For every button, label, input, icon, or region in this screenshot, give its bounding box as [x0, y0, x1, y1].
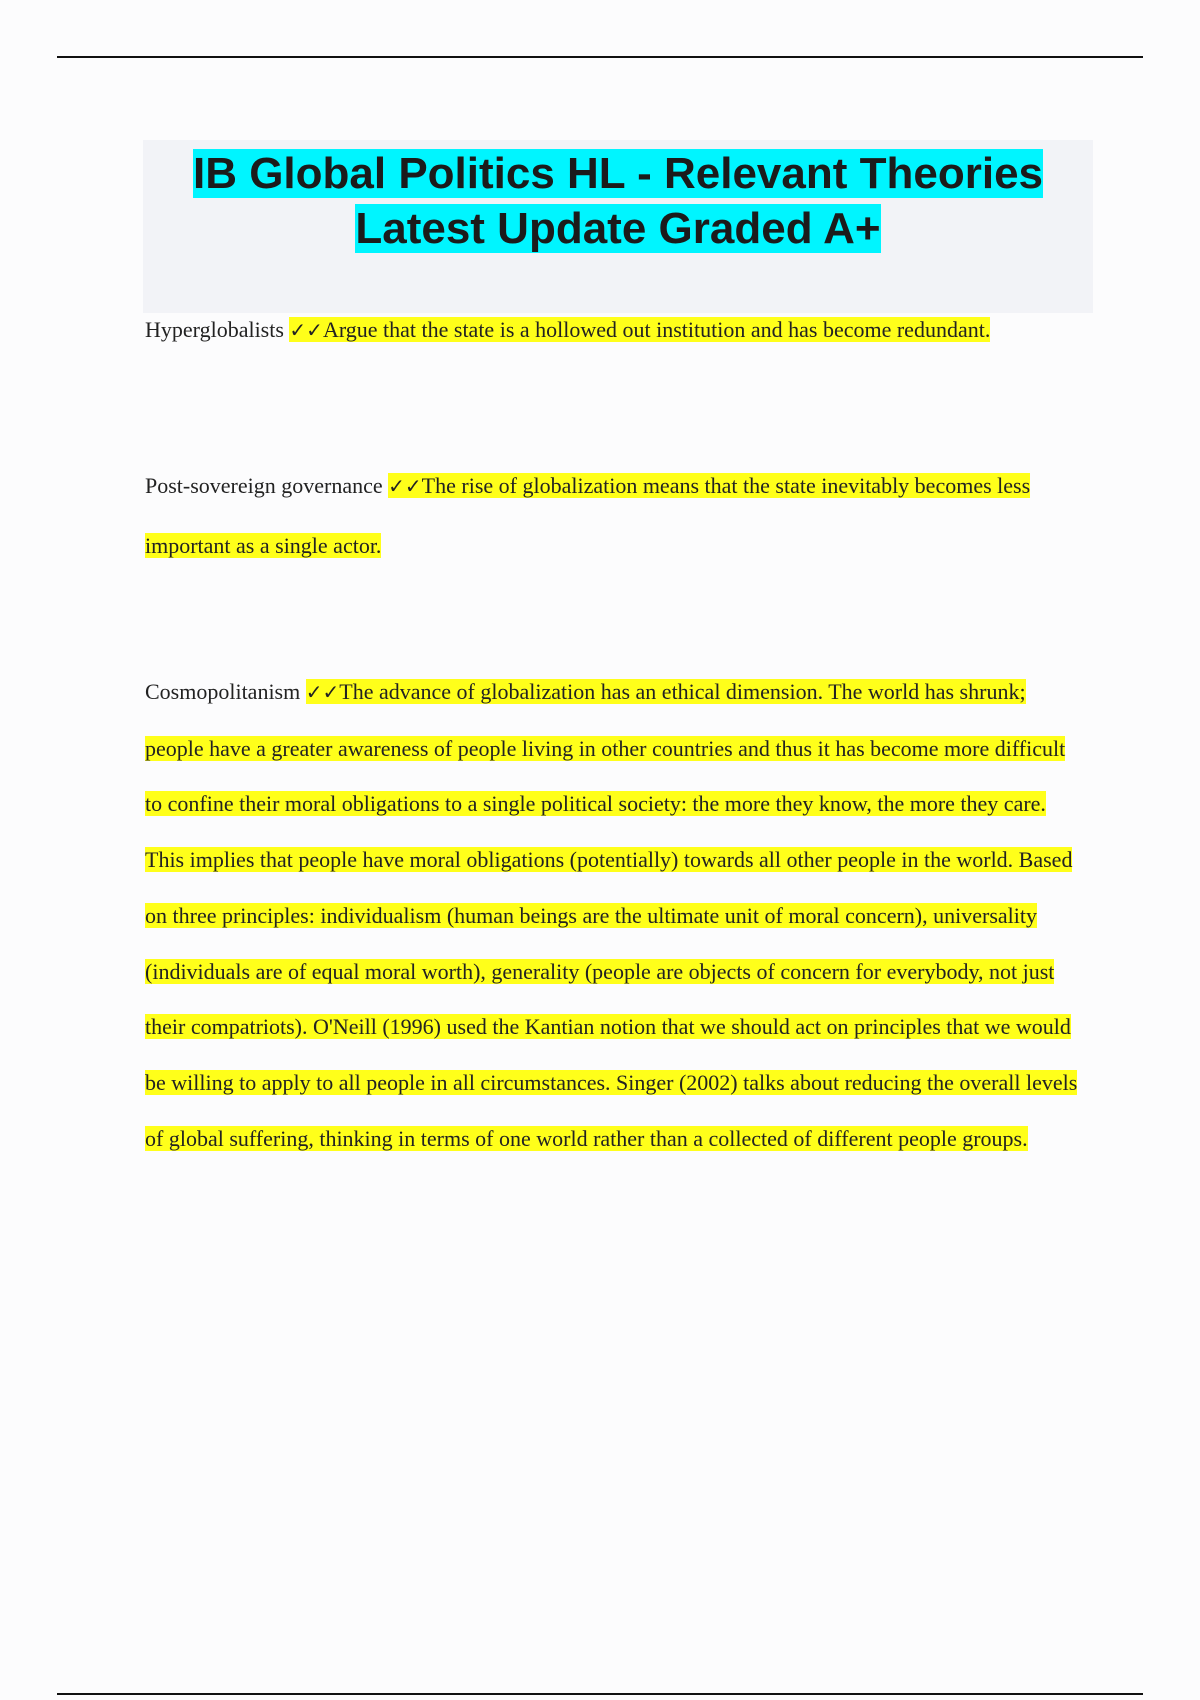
double-check-icon: ✓✓ [388, 474, 422, 498]
title-line-2: Latest Update Graded A+ [355, 204, 881, 253]
title-block [143, 140, 1093, 313]
double-check-icon: ✓✓ [305, 680, 340, 704]
entry-post-sovereign-governance [145, 456, 1085, 576]
header-rule [57, 56, 1143, 58]
entry-cosmopolitanism [145, 664, 1085, 1166]
entry-definition: The advance of globalization has an ethical dimension. The world has shrunk; people have a greater awareness of people living in other countries and thus it has become more difficult to confine their moral obligations to a single political society: the more they know, the more they care. This implies that people have moral obligations (potentially) towards all other people in the world. Based on three principles: individualism (human beings are the ultimate unit of moral concern), universality (individuals are of equal moral worth), generality (people are objects of concern for everybody, not just their compatriots). O'Neill (1996) used the Kantian notion that we should act on principles that we would be willing to apply to all people in all circumstances. Singer (2002) talks about reducing the overall levels of global suffering, thinking in terms of one world rather than a collected of different people groups. [145, 679, 1078, 1151]
entry-term: Cosmopolitanism [145, 679, 306, 704]
entry-answer [145, 679, 1077, 1151]
entry-definition: The rise of globalization means that the state inevitably becomes less important as a single actor. [145, 473, 1031, 558]
entry-term: Post-sovereign governance [145, 473, 389, 498]
footer-rule [57, 1693, 1143, 1695]
entry-answer [289, 317, 990, 342]
double-check-icon: ✓✓ [289, 318, 323, 342]
entry-hyperglobalists [145, 302, 1085, 358]
title-line-1: IB Global Politics HL - Relevant Theories [192, 149, 1044, 198]
document-title [143, 140, 1093, 256]
entry-definition: Argue that the state is a hollowed out institution and has become redundant. [322, 317, 991, 342]
entry-term: Hyperglobalists [145, 317, 290, 342]
